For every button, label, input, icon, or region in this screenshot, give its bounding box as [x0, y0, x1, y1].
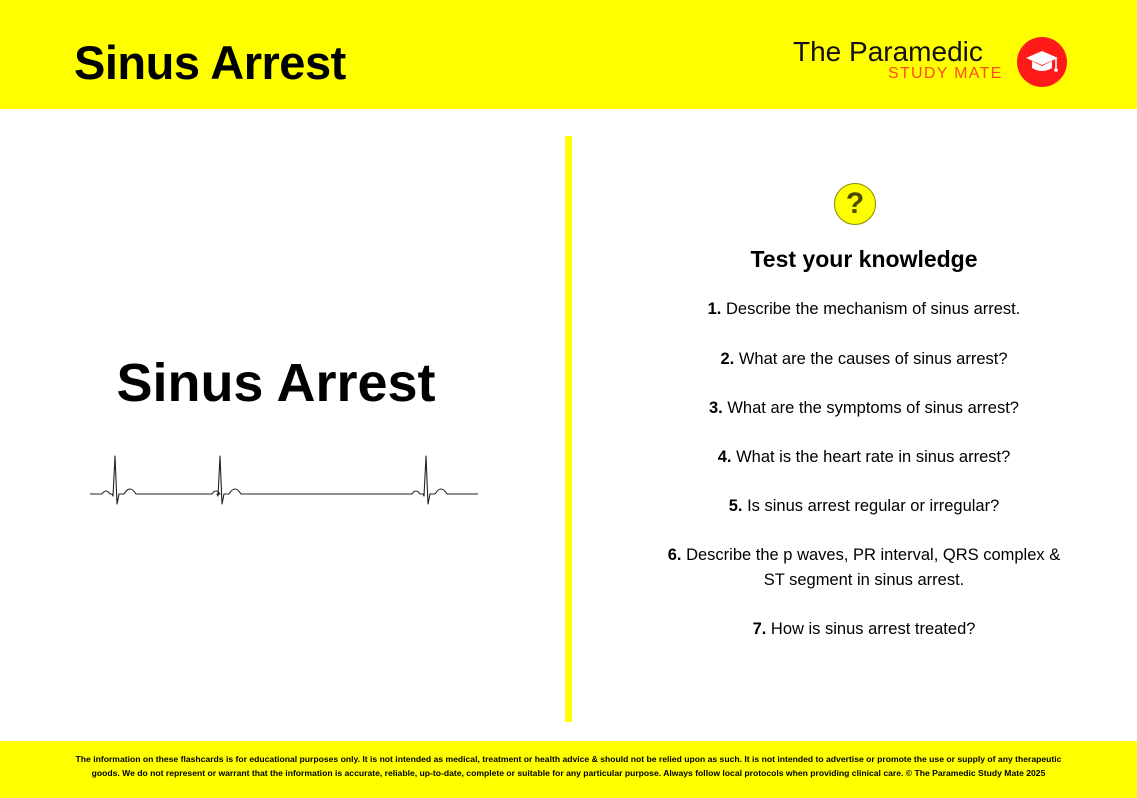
question-item [640, 347, 1088, 372]
question-text: Describe the p waves, PR interval, QRS complex & [686, 546, 1061, 564]
question-number: 4. [717, 448, 732, 466]
logo-text-primary: The Paramedic [793, 36, 983, 67]
question-text: Describe the mechanism of sinus arrest. [725, 300, 1021, 318]
brand-logo [793, 36, 1073, 90]
question-text: Is sinus arrest regular or irregular? [747, 497, 1000, 515]
question-number: 5. [728, 497, 743, 515]
question-text: What is the heart rate in sinus arrest? [736, 448, 1011, 466]
page-title: Sinus Arrest [74, 36, 346, 89]
graduation-cap-icon [1017, 37, 1067, 87]
question-item [640, 543, 1088, 593]
question-item [640, 445, 1088, 470]
question-text: What are the symptoms of sinus arrest? [727, 399, 1019, 417]
logo-text-secondary: STUDY MATE [888, 65, 1003, 82]
question-number: 2. [720, 350, 735, 368]
card-title: Sinus Arrest [116, 353, 436, 413]
footer-bar [0, 741, 1137, 798]
question-text: How is sinus arrest treated? [770, 620, 976, 638]
question-number: 6. [667, 546, 682, 564]
question-item [640, 617, 1088, 642]
disclaimer-line-2: goods. We do not represent or warrant that the information is accurate, reliable, up-to-date, complete or suitable for any particular purpose. Always follow local protocols when providing clinical care. © The Paramedic Study Mate 2025 [91, 768, 1046, 778]
question-mark-icon: ? [834, 183, 876, 225]
question-text-continued: ST segment in sinus arrest. [763, 571, 965, 589]
header-bar [0, 0, 1137, 109]
ecg-strip-icon [90, 452, 482, 513]
question-item [640, 297, 1088, 322]
question-number: 3. [709, 399, 723, 417]
question-number: 1. [707, 300, 722, 318]
disclaimer-line-1: The information on these flashcards is for educational purposes only. It is not intended as medical, treatment or health advice & should not be relied upon as such. It is not intended to advertise or promote the use or supply of any therapeutic [75, 754, 1062, 764]
column-divider [565, 136, 572, 722]
question-item [640, 494, 1088, 519]
disclaimer-text [30, 752, 1107, 780]
question-number: 7. [752, 620, 767, 638]
section-heading: Test your knowledge [750, 246, 978, 272]
question-text: What are the causes of sinus arrest? [738, 350, 1008, 368]
question-item [640, 396, 1088, 421]
